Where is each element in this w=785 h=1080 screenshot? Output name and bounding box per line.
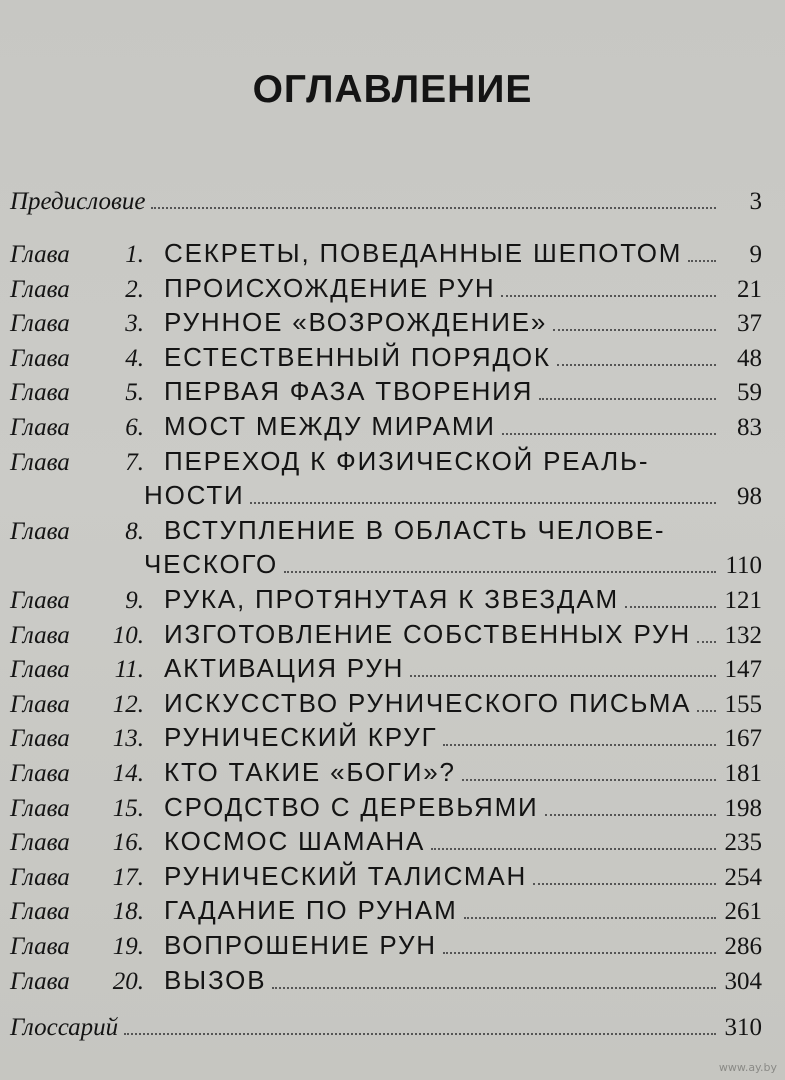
chapter-title-continuation: ЧЕСКОГО — [144, 549, 278, 580]
page-number: 254 — [724, 863, 762, 891]
chapter-number: 18. — [112, 898, 144, 926]
chapter-number: 1. — [125, 241, 144, 268]
leader-dots — [502, 433, 716, 435]
page-number: 155 — [724, 690, 762, 718]
toc-row-chapter — [10, 619, 762, 653]
toc-row-chapter — [10, 861, 762, 895]
leader-dots — [557, 364, 716, 366]
chapter-title: ГАДАНИЕ ПО РУНАМ — [164, 895, 458, 926]
leader-dots — [688, 260, 716, 262]
leader-dots — [501, 295, 716, 297]
toc-row-chapter — [10, 930, 762, 964]
page-number: 181 — [724, 760, 762, 787]
leader-dots — [697, 710, 716, 712]
chapter-number: 10. — [112, 621, 144, 649]
toc-row-chapter — [10, 273, 762, 307]
page-number: 21 — [737, 275, 762, 303]
leader-dots — [443, 952, 716, 954]
leader-dots — [697, 641, 716, 643]
page-number: 121 — [724, 587, 762, 614]
chapter-title: КТО ТАКИЕ «БОГИ»? — [164, 757, 456, 787]
page-number: 286 — [724, 933, 762, 960]
toc-row-chapter — [10, 307, 762, 341]
chapter-number: 11. — [114, 656, 144, 684]
chapter-title: ВОПРОШЕНИЕ РУН — [164, 930, 437, 960]
chapter-title-continuation: НОСТИ — [144, 480, 245, 511]
page-number: 59 — [737, 379, 762, 407]
chapter-title: ВСТУПЛЕНИЕ В ОБЛАСТЬ ЧЕЛОВЕ- — [164, 514, 666, 545]
chapter-title: МОСТ МЕЖДУ МИРАМИ — [164, 411, 496, 441]
toc-row-chapter — [10, 792, 762, 826]
chapter-word: Глава — [10, 517, 70, 545]
toc-row-chapter — [10, 757, 762, 791]
chapter-title: АКТИВАЦИЯ РУН — [164, 653, 405, 684]
chapter-number: 20. — [112, 967, 144, 995]
toc-row-chapter — [10, 446, 762, 480]
page-number: 83 — [737, 414, 762, 441]
page-number: 9 — [749, 241, 762, 268]
chapter-word: Глава — [10, 794, 70, 822]
leader-dots — [462, 779, 716, 781]
chapter-title: ИЗГОТОВЛЕНИЕ СОБСТВЕННЫХ РУН — [164, 618, 691, 649]
toc-row-chapter — [10, 653, 762, 687]
chapter-number: 14. — [112, 760, 144, 787]
chapter-title: РУНИЧЕСКИЙ КРУГ — [164, 722, 438, 753]
toc-row-chapter — [10, 688, 762, 722]
leader-dots — [443, 744, 716, 746]
leader-dots — [151, 207, 716, 209]
toc-row-chapter — [10, 895, 762, 929]
chapter-word: Глава — [10, 967, 70, 995]
chapter-word: Глава — [10, 448, 70, 476]
toc-row-chapter — [10, 826, 762, 860]
chapter-word: Глава — [10, 933, 70, 960]
chapter-title: ЕСТЕСТВЕННЫЙ ПОРЯДОК — [164, 341, 551, 372]
leader-dots — [124, 1033, 716, 1035]
chapter-word: Глава — [10, 241, 70, 268]
chapter-title: ПРОИСХОЖДЕНИЕ РУН — [164, 272, 496, 303]
chapter-word: Глава — [10, 310, 70, 338]
chapter-word: Глава — [10, 379, 70, 407]
chapter-number: 3. — [125, 310, 144, 338]
chapter-number: 5. — [125, 379, 144, 407]
leader-dots — [625, 606, 716, 608]
page-number: 261 — [724, 898, 762, 926]
leader-dots — [284, 571, 716, 573]
chapter-word: Глава — [10, 725, 70, 753]
chapter-word: Глава — [10, 690, 70, 718]
chapter-title: РУННОЕ «ВОЗРОЖДЕНИЕ» — [164, 307, 548, 338]
toc-row-chapter — [10, 965, 762, 999]
leader-dots — [464, 917, 716, 919]
toc-row-glossary — [10, 1014, 762, 1048]
chapter-number: 2. — [125, 275, 144, 303]
chapter-number: 17. — [112, 863, 144, 891]
chapter-number: 6. — [125, 414, 144, 441]
toc-row-continuation — [10, 549, 762, 583]
leader-dots — [553, 329, 716, 331]
page-number: 110 — [725, 552, 762, 580]
chapter-title: ПЕРВАЯ ФАЗА ТВОРЕНИЯ — [164, 376, 534, 407]
chapter-word: Глава — [10, 863, 70, 891]
toc-row-chapter — [10, 722, 762, 756]
chapter-word: Глава — [10, 621, 70, 649]
chapter-word: Глава — [10, 656, 70, 684]
leader-dots — [250, 502, 716, 504]
chapter-number: 8. — [125, 517, 144, 545]
chapter-title: РУКА, ПРОТЯНУТАЯ К ЗВЕЗДАМ — [164, 584, 619, 614]
chapter-word: Глава — [10, 760, 70, 787]
chapter-number: 7. — [125, 448, 144, 476]
chapter-title: РУНИЧЕСКИЙ ТАЛИСМАН — [164, 860, 528, 891]
chapter-number: 19. — [112, 933, 144, 960]
toc-row-continuation — [10, 480, 762, 514]
preface-label: Предисловие — [10, 188, 146, 215]
toc-row-chapter — [10, 342, 762, 376]
leader-dots — [533, 883, 716, 885]
toc-row-preface — [10, 188, 762, 222]
watermark: www.ay.by — [718, 1061, 777, 1074]
toc-row-chapter — [10, 584, 762, 618]
chapter-title: КОСМОС ШАМАНА — [164, 826, 426, 857]
toc-row-chapter — [10, 515, 762, 549]
chapter-title: ИСКУССТВО РУНИЧЕСКОГО ПИСЬМА — [164, 687, 692, 718]
glossary-label: Глоссарий — [10, 1014, 119, 1041]
chapter-number: 15. — [112, 794, 144, 822]
chapter-word: Глава — [10, 829, 70, 857]
page-number: 310 — [724, 1014, 762, 1041]
chapter-number: 9. — [125, 587, 144, 614]
page-number: 3 — [749, 188, 762, 215]
chapter-word: Глава — [10, 414, 70, 441]
chapter-title: ПЕРЕХОД К ФИЗИЧЕСКОЙ РЕАЛЬ- — [164, 445, 650, 476]
page-number: 98 — [737, 483, 762, 511]
page-number: 304 — [724, 967, 762, 995]
chapter-word: Глава — [10, 587, 70, 614]
chapter-word: Глава — [10, 344, 70, 372]
chapter-title: СРОДСТВО С ДЕРЕВЬЯМИ — [164, 791, 539, 822]
page-number: 167 — [724, 725, 762, 753]
page-title: ОГЛАВЛЕНИЕ — [252, 68, 533, 111]
leader-dots — [431, 848, 716, 850]
leader-dots — [539, 398, 716, 400]
toc-row-chapter — [10, 376, 762, 410]
page-number: 235 — [724, 829, 762, 857]
page-number: 48 — [737, 344, 762, 372]
chapter-title: ВЫЗОВ — [164, 964, 267, 995]
chapter-number: 12. — [112, 690, 144, 718]
chapter-word: Глава — [10, 275, 70, 303]
chapter-number: 13. — [112, 725, 144, 753]
page-number: 198 — [724, 794, 762, 822]
leader-dots — [545, 814, 716, 816]
chapter-word: Глава — [10, 898, 70, 926]
page-number: 132 — [724, 621, 762, 649]
chapter-title: СЕКРЕТЫ, ПОВЕДАННЫЕ ШЕПОТОМ — [164, 238, 683, 268]
page-number: 147 — [724, 656, 762, 684]
toc-row-chapter — [10, 238, 762, 272]
leader-dots — [272, 987, 716, 989]
chapter-number: 16. — [112, 829, 144, 857]
page-number: 37 — [737, 310, 762, 338]
leader-dots — [410, 675, 716, 677]
toc-row-chapter — [10, 411, 762, 445]
chapter-number: 4. — [125, 344, 144, 372]
